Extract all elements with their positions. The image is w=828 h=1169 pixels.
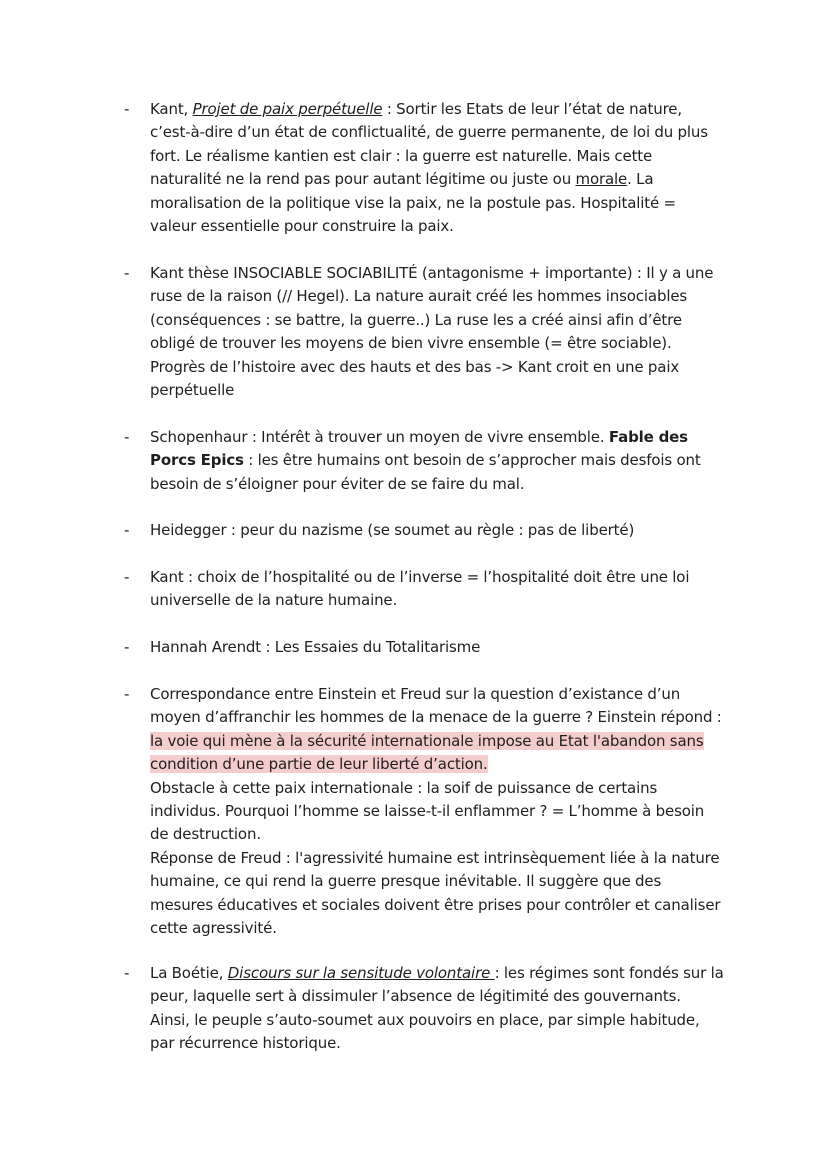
body-text-obstacle: Obstacle à cette paix internationale : la soif de puissance de certains individus. Pourquoi l’homme se laisse-t-il enflammer ? = L’homme à besoin de destruction. <box>150 778 705 844</box>
bullet-dash: - <box>124 264 130 282</box>
work-title: Discours sur la sensitude volontaire <box>227 964 495 982</box>
body-text: : les régimes sont fondés sur la peur, laquelle sert à dissimuler l’absence de légitimité des gouvernants. Ainsi, le peuple s’auto-soumet aux pouvoirs en place, par simple habitude, par récurrence historique. <box>150 964 724 1053</box>
list-item-kant-paix <box>124 98 724 238</box>
item-text: Heidegger : peur du nazisme (se soumet au règle : pas de liberté) <box>150 521 635 539</box>
item-text <box>150 426 724 496</box>
list-item-schopenhaur <box>124 426 724 496</box>
author-name: La Boétie, <box>150 964 224 982</box>
item-text: Hannah Arendt : Les Essaies du Totalitarisme <box>150 638 481 656</box>
body-text: : Sortir les Etats de leur l’état de nature, c’est-à-dire d’un état de conflictualité, de guerre permanente, de loi du plus fort. Le réalisme kantien est clair : la guerre est naturelle. Mais cette naturalité ne la rend pas pour autant légitime ou juste ou <box>150 100 708 189</box>
bullet-dash: - <box>124 568 130 586</box>
body-text: Correspondance entre Einstein et Freud sur la question d’existance d’un moyen d’affranchir les hommes de la menace de la guerre ? Einstein répond : <box>150 685 722 727</box>
list-item-insociable-sociabilite <box>124 262 724 402</box>
list-item-heidegger <box>124 519 724 542</box>
body-text-freud: Réponse de Freud : l'agressivité humaine est intrinsèquement liée à la nature humaine, ce qui rend la guerre presque inévitable. Il suggère que des mesures éducatives et sociales doivent être prises pour contrôler et canaliser cette agressivité. <box>150 848 721 938</box>
item-text <box>150 683 724 940</box>
list-item-la-boetie <box>124 962 724 1056</box>
bullet-dash: - <box>124 964 130 982</box>
body-text-continued: . La moralisation de la politique vise la paix, ne la postule pas. Hospitalité = valeur essentielle pour construire la paix. <box>150 170 676 236</box>
bullet-dash: - <box>124 428 130 446</box>
item-text: Kant thèse INSOCIABLE SOCIABILITÉ (antagonisme + importante) : Il y a une ruse de la raison (// Hegel). La nature aurait créé les hommes insociables (conséquences : se battre, la guerre..) La ruse les a créé ainsi afin d’être obligé de trouver les moyens de bien vivre ensemble (= être sociable). Progrès de l’histoire avec des hauts et des bas -> Kant croit en une paix perpétuelle <box>150 264 714 400</box>
body-text: Schopenhaur : Intérêt à trouver un moyen de vivre ensemble. <box>150 428 609 446</box>
bold-term: Fable des Porcs Epics <box>150 428 688 470</box>
item-text <box>150 98 724 238</box>
bullet-dash: - <box>124 638 130 656</box>
bullet-dash: - <box>124 521 130 539</box>
bullet-dash: - <box>124 100 130 118</box>
list-item-kant-hospitalite <box>124 566 724 613</box>
author-name: Kant, <box>150 100 189 118</box>
list-item-arendt <box>124 636 724 659</box>
highlighted-quote: la voie qui mène à la sécurité internationale impose au Etat l'abandon sans condition d’une partie de leur liberté d’action. <box>150 731 704 774</box>
list-item-einstein-freud <box>124 683 724 940</box>
item-text: Kant : choix de l’hospitalité ou de l’inverse = l’hospitalité doit être une loi universelle de la nature humaine. <box>150 568 690 610</box>
item-text <box>150 962 724 1056</box>
bullet-dash: - <box>124 685 130 703</box>
underlined-word: morale <box>575 170 628 189</box>
work-title: Projet de paix perpétuelle <box>192 100 383 118</box>
body-text-continued: : les être humains ont besoin de s’approcher mais desfois ont besoin de s’éloigner pour éviter de se faire du mal. <box>150 451 701 493</box>
